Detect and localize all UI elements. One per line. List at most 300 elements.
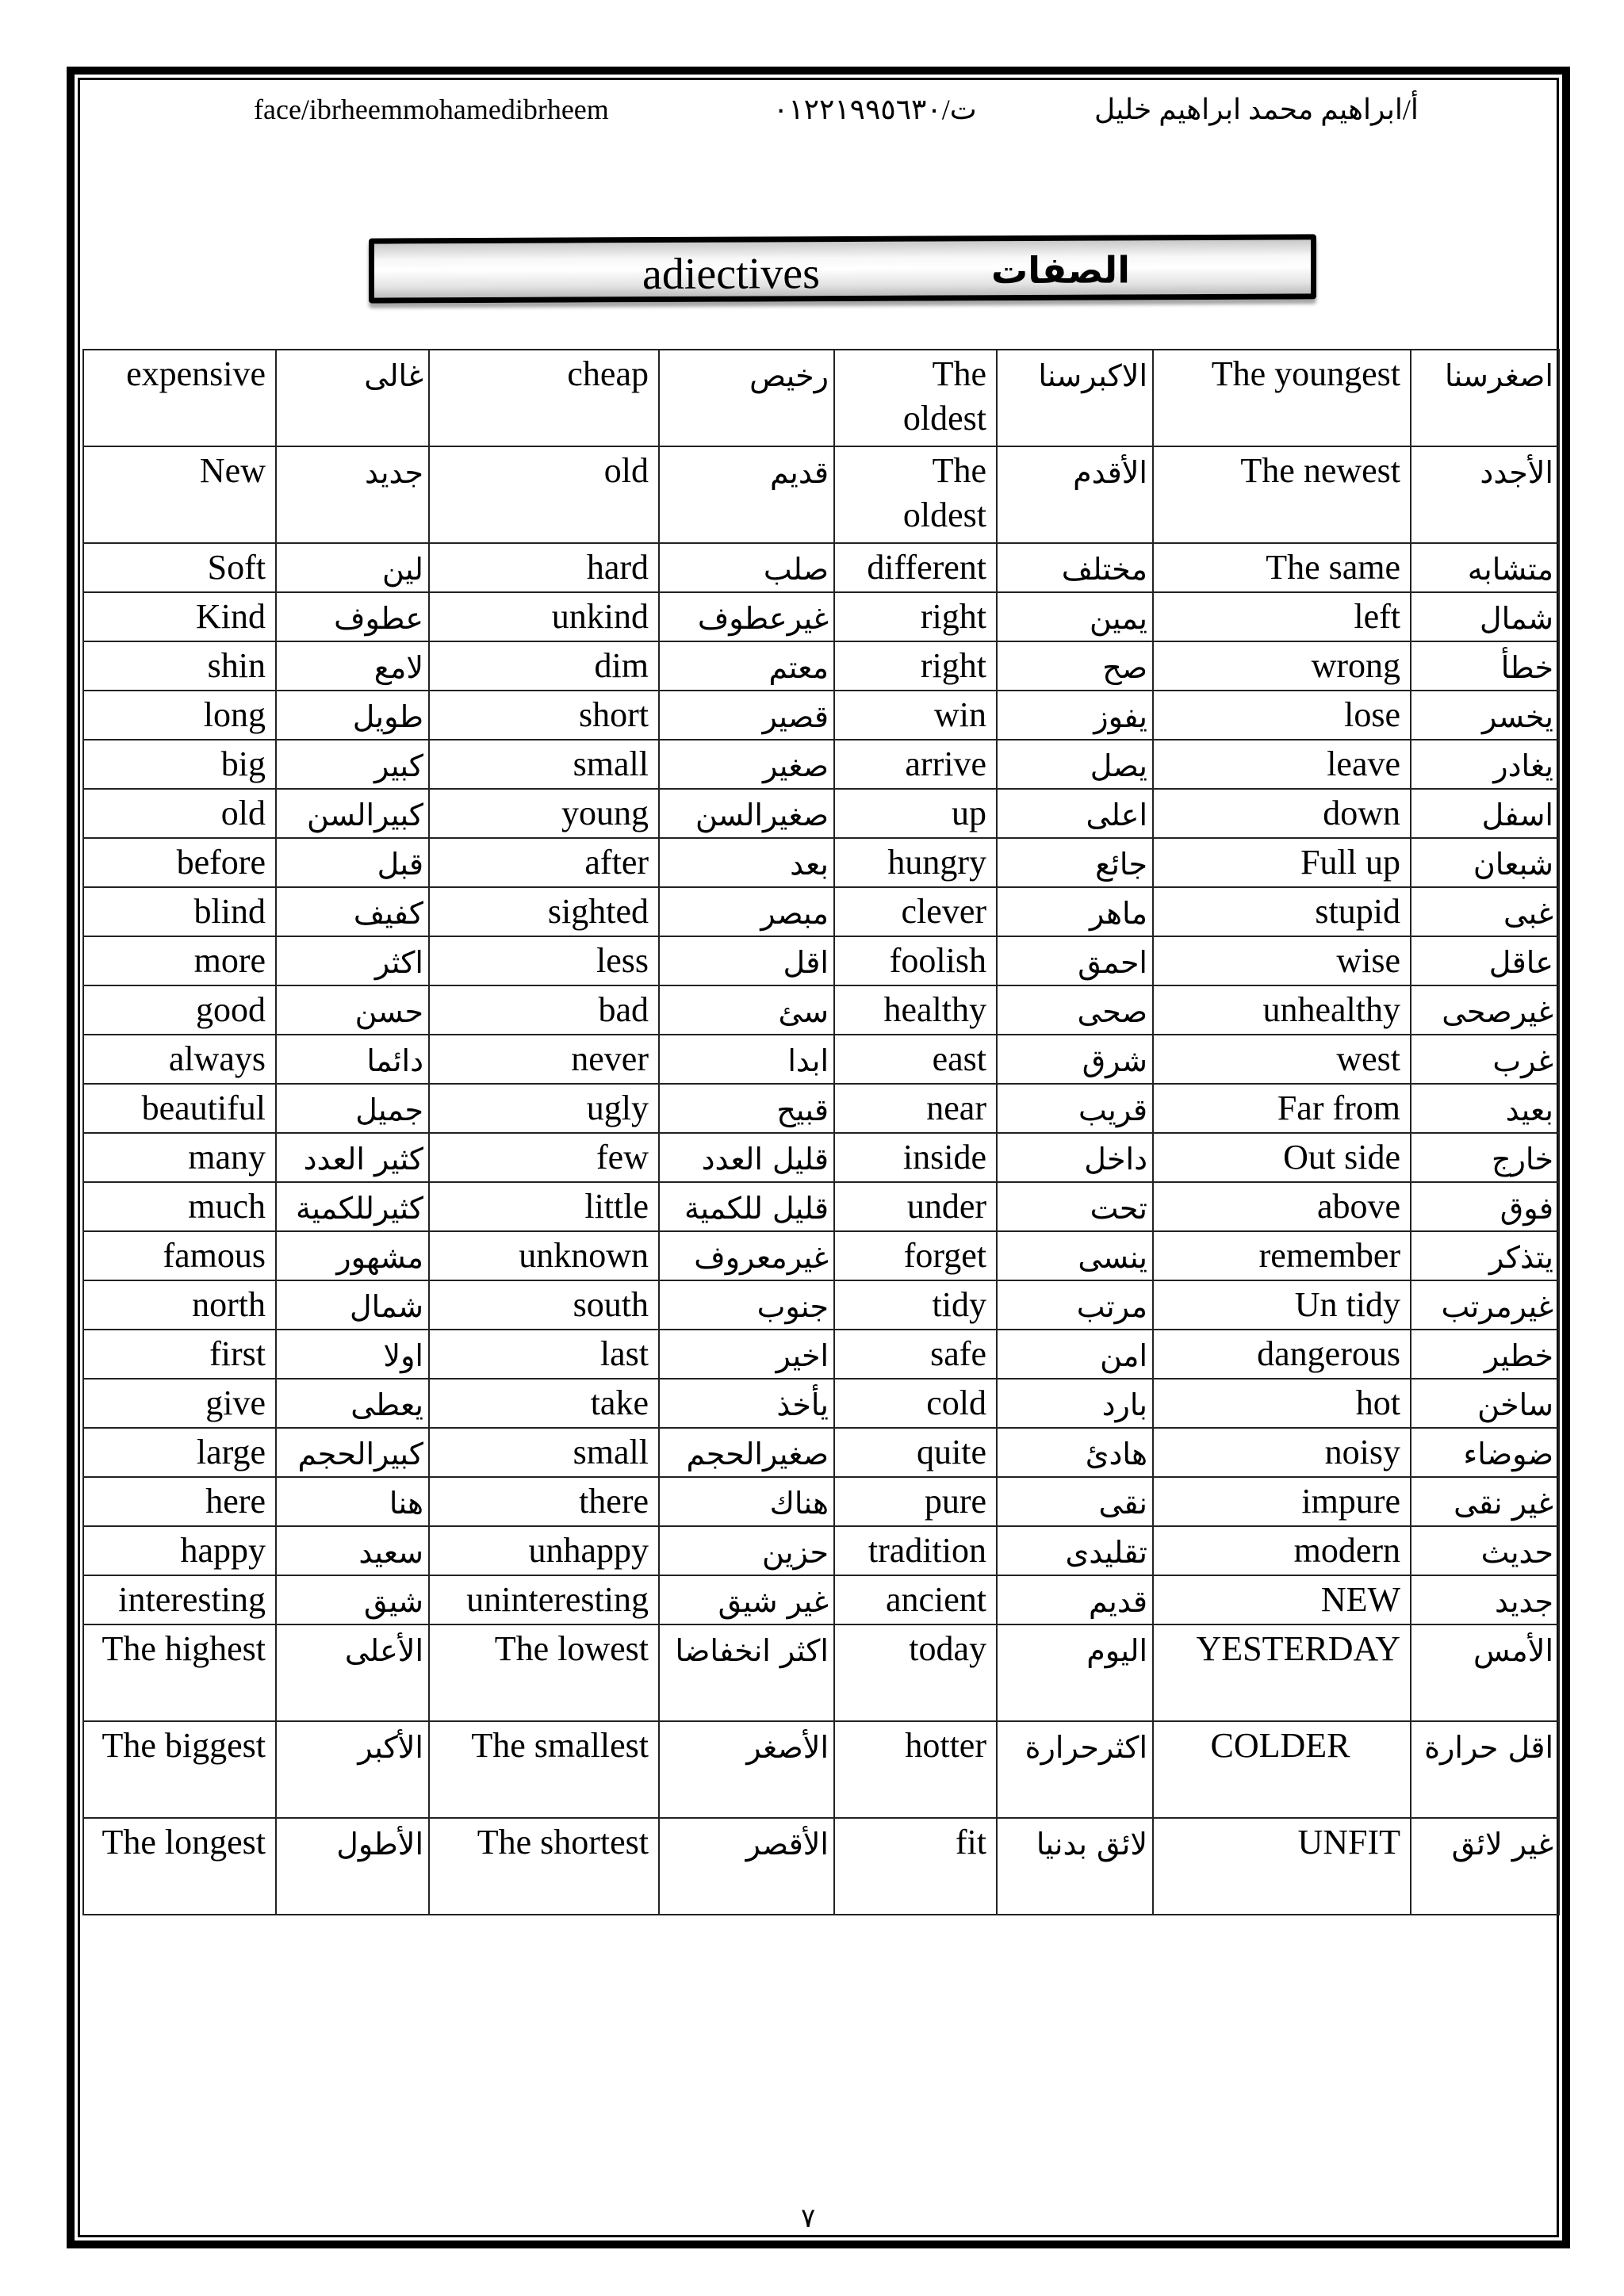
english-word: famous <box>163 1236 266 1275</box>
arabic-word: صغيرالحجم <box>686 1437 829 1471</box>
english-word: never <box>571 1039 649 1078</box>
arabic-word-cell <box>276 1182 429 1231</box>
arabic-word: متشابه <box>1467 552 1553 587</box>
english-word: The biggest <box>102 1726 266 1765</box>
english-word: here <box>205 1482 266 1521</box>
arabic-word: يغادر <box>1493 748 1553 783</box>
english-word-cell <box>429 543 659 592</box>
english-word-cell <box>429 740 659 789</box>
english-word-cell <box>429 1330 659 1379</box>
table-row <box>83 1330 1559 1379</box>
english-word-cell <box>83 1182 276 1231</box>
english-word: unknown <box>519 1236 649 1275</box>
english-word: always <box>168 1039 266 1078</box>
english-word: after <box>584 843 649 882</box>
english-word-cell <box>1153 641 1411 691</box>
english-word-cell <box>83 838 276 887</box>
english-word: The oldest <box>902 451 986 534</box>
arabic-word-cell <box>659 1575 834 1624</box>
english-word: The smallest <box>471 1726 649 1765</box>
arabic-word-cell <box>659 1280 834 1330</box>
arabic-word: غير نقى <box>1454 1486 1553 1521</box>
english-word-cell <box>83 641 276 691</box>
arabic-word: يصل <box>1090 748 1147 783</box>
english-word-cell <box>1153 740 1411 789</box>
english-word: north <box>192 1285 266 1324</box>
arabic-word-cell <box>1411 1379 1559 1428</box>
english-word: cheap <box>567 354 649 393</box>
english-word-cell <box>429 691 659 740</box>
table-row <box>83 1624 1559 1721</box>
english-word-cell <box>1153 543 1411 592</box>
english-word: shin <box>207 646 266 685</box>
english-word: bad <box>598 990 649 1029</box>
english-word-cell <box>834 1575 997 1624</box>
arabic-word-cell <box>997 1182 1153 1231</box>
english-word-cell <box>1153 1428 1411 1477</box>
english-word-cell <box>429 838 659 887</box>
table-row <box>83 1231 1559 1280</box>
arabic-word-cell <box>276 691 429 740</box>
arabic-word-cell <box>1411 1428 1559 1477</box>
english-word-cell <box>1153 838 1411 887</box>
adjectives-table <box>82 349 1560 1915</box>
arabic-word-cell <box>276 1035 429 1084</box>
english-word: The lowest <box>494 1629 649 1668</box>
table-row <box>83 543 1559 592</box>
english-word: old <box>603 451 649 490</box>
arabic-word-cell <box>1411 641 1559 691</box>
arabic-word: قبيح <box>776 1093 829 1127</box>
arabic-word: الأعلى <box>344 1633 423 1668</box>
english-word-cell <box>834 1330 997 1379</box>
arabic-word: بعد <box>790 847 829 882</box>
english-word: above <box>1316 1187 1400 1226</box>
english-word: wrong <box>1311 646 1400 685</box>
english-word: more <box>193 941 266 980</box>
english-word-cell <box>429 1231 659 1280</box>
english-word: long <box>203 695 266 734</box>
english-word-cell <box>83 1133 276 1182</box>
arabic-word: خارج <box>1492 1142 1553 1177</box>
english-word: UNFIT <box>1297 1823 1400 1862</box>
english-word: up <box>952 794 986 832</box>
english-word: Kind <box>196 597 266 636</box>
english-word-cell <box>429 789 659 838</box>
arabic-word-cell <box>659 1035 834 1084</box>
arabic-word: اولا <box>383 1338 423 1373</box>
english-word: tidy <box>932 1285 986 1324</box>
english-word: pure <box>924 1482 986 1521</box>
arabic-word-cell <box>997 1575 1153 1624</box>
table-row <box>83 1526 1559 1575</box>
english-word-cell <box>429 1379 659 1428</box>
english-word-cell <box>83 985 276 1035</box>
english-word-cell <box>429 1526 659 1575</box>
english-word-cell <box>83 789 276 838</box>
arabic-word-cell <box>997 838 1153 887</box>
english-word: unkind <box>551 597 649 636</box>
arabic-word-cell <box>276 936 429 985</box>
arabic-word: يخسر <box>1482 699 1553 734</box>
header-teacher-name: أ/ابراهيم محمد ابراهيم خليل <box>1094 94 1419 125</box>
english-word-cell <box>834 985 997 1035</box>
english-word-cell <box>83 350 276 446</box>
english-word: happy <box>180 1531 266 1570</box>
table-row <box>83 446 1559 543</box>
english-word: west <box>1336 1039 1400 1078</box>
arabic-word: الأقدم <box>1073 455 1147 490</box>
english-word: NEW <box>1320 1580 1400 1619</box>
header-facebook: face/ibrheemmohamedibrheem <box>254 94 609 125</box>
arabic-word: داخل <box>1084 1142 1147 1177</box>
arabic-word: هادئ <box>1085 1437 1147 1471</box>
english-word: remember <box>1258 1236 1400 1275</box>
english-word-cell <box>1153 1379 1411 1428</box>
english-word-cell <box>83 1818 276 1915</box>
arabic-word: مختلف <box>1061 552 1147 587</box>
arabic-word: صح <box>1102 650 1147 685</box>
english-word-cell <box>83 1575 276 1624</box>
english-word: healthy <box>883 990 986 1029</box>
english-word: unhappy <box>528 1531 649 1570</box>
arabic-word-cell <box>276 1379 429 1428</box>
arabic-word-cell <box>997 691 1153 740</box>
arabic-word: خطير <box>1484 1338 1553 1373</box>
arabic-word-cell <box>1411 1231 1559 1280</box>
arabic-word: ساخن <box>1477 1387 1553 1422</box>
english-word: before <box>176 843 266 882</box>
english-word: left <box>1354 597 1400 636</box>
arabic-word: ينسى <box>1078 1240 1147 1275</box>
arabic-word-cell <box>276 838 429 887</box>
english-word: The oldest <box>902 354 986 438</box>
english-word-cell <box>83 1330 276 1379</box>
arabic-word-cell <box>997 1818 1153 1915</box>
arabic-word-cell <box>659 1818 834 1915</box>
arabic-word-cell <box>1411 691 1559 740</box>
english-word-cell <box>83 1721 276 1818</box>
arabic-word: غيرعطوف <box>697 601 829 636</box>
english-word: The same <box>1266 548 1400 587</box>
arabic-word: جديد <box>1495 1584 1553 1619</box>
english-word-cell <box>83 691 276 740</box>
english-word: unhealthy <box>1262 990 1400 1029</box>
english-word-cell <box>1153 936 1411 985</box>
english-word: many <box>188 1138 266 1177</box>
english-word-cell <box>834 936 997 985</box>
arabic-word: حديث <box>1480 1535 1553 1570</box>
arabic-word: لين <box>382 552 423 587</box>
arabic-word: نقى <box>1098 1486 1147 1521</box>
english-word: good <box>196 990 266 1029</box>
header-phone: ت/٠١٢٢١٩٩٥٦٣٠ <box>773 94 977 125</box>
arabic-word: امن <box>1100 1338 1147 1373</box>
english-word: today <box>909 1629 986 1668</box>
english-word-cell <box>834 592 997 641</box>
english-word-cell <box>1153 1330 1411 1379</box>
arabic-word: غير لائق <box>1451 1827 1553 1862</box>
english-word-cell <box>83 936 276 985</box>
english-word-cell <box>1153 1818 1411 1915</box>
arabic-word-cell <box>659 592 834 641</box>
english-word: Out side <box>1283 1138 1400 1177</box>
english-word-cell <box>83 1624 276 1721</box>
arabic-word: دائما <box>366 1043 423 1078</box>
english-word-cell <box>1153 1231 1411 1280</box>
english-word-cell <box>1153 446 1411 543</box>
english-word: right <box>920 646 986 685</box>
arabic-word: اصغرسنا <box>1444 358 1553 393</box>
arabic-word: اكثر انخفاضا <box>675 1633 829 1668</box>
english-word-cell <box>1153 1084 1411 1133</box>
english-word: under <box>906 1187 986 1226</box>
arabic-word-cell <box>1411 446 1559 543</box>
english-word-cell <box>1153 1721 1411 1818</box>
arabic-word: يأخذ <box>776 1387 829 1422</box>
arabic-word: كبير <box>374 748 423 783</box>
english-word: The newest <box>1240 451 1400 490</box>
title-english: adiectives <box>642 249 820 300</box>
english-word: foolish <box>889 941 986 980</box>
arabic-word: غرب <box>1492 1043 1553 1078</box>
english-word-cell <box>83 1035 276 1084</box>
arabic-word-cell <box>276 1280 429 1330</box>
arabic-word-cell <box>1411 1330 1559 1379</box>
arabic-word: صحى <box>1077 994 1147 1029</box>
english-word-cell <box>834 1035 997 1084</box>
arabic-word-cell <box>1411 838 1559 887</box>
arabic-word: كثير العدد <box>303 1142 423 1177</box>
arabic-word-cell <box>1411 887 1559 936</box>
english-word: fit <box>955 1823 986 1862</box>
arabic-word: هنا <box>389 1486 423 1521</box>
table-row <box>83 740 1559 789</box>
table-row <box>83 691 1559 740</box>
arabic-word: سعيد <box>358 1535 423 1570</box>
english-word-cell <box>429 1575 659 1624</box>
english-word: COLDER <box>1210 1726 1350 1765</box>
table-row <box>83 1182 1559 1231</box>
arabic-word: جنوب <box>756 1289 829 1324</box>
table-row <box>83 1575 1559 1624</box>
english-word-cell <box>1153 1280 1411 1330</box>
english-word-cell <box>83 592 276 641</box>
arabic-word-cell <box>659 1330 834 1379</box>
english-word-cell <box>1153 789 1411 838</box>
english-word: right <box>920 597 986 636</box>
table-row <box>83 1477 1559 1526</box>
english-word-cell <box>429 1133 659 1182</box>
english-word-cell <box>834 1428 997 1477</box>
arabic-word-cell <box>997 985 1153 1035</box>
arabic-word-cell <box>659 936 834 985</box>
english-word: hard <box>586 548 649 587</box>
arabic-word: يفوز <box>1094 699 1147 734</box>
english-word-cell <box>429 446 659 543</box>
arabic-word: جميل <box>355 1093 423 1127</box>
page-number: ٧ <box>801 2202 816 2234</box>
arabic-word-cell <box>1411 350 1559 446</box>
english-word: Full up <box>1300 843 1400 882</box>
english-word: cold <box>926 1383 986 1422</box>
arabic-word-cell <box>997 350 1153 446</box>
english-word: YESTERDAY <box>1196 1629 1400 1668</box>
english-word: little <box>584 1187 649 1226</box>
table-row <box>83 641 1559 691</box>
english-word: arrive <box>905 744 986 783</box>
table-row <box>83 1084 1559 1133</box>
arabic-word: عطوف <box>334 601 423 636</box>
english-word: The highest <box>102 1629 266 1668</box>
arabic-word: غيرمرتب <box>1441 1289 1553 1324</box>
english-word-cell <box>429 1084 659 1133</box>
arabic-word: حزين <box>762 1535 829 1570</box>
arabic-word-cell <box>997 1624 1153 1721</box>
english-word: wise <box>1336 941 1400 980</box>
english-word: lose <box>1344 695 1400 734</box>
english-word-cell <box>834 691 997 740</box>
arabic-word: شبعان <box>1473 847 1553 882</box>
table-row <box>83 936 1559 985</box>
arabic-word-cell <box>1411 985 1559 1035</box>
table-row <box>83 350 1559 446</box>
english-word-cell <box>834 1721 997 1818</box>
arabic-word: معتم <box>768 650 829 685</box>
english-word-cell <box>834 641 997 691</box>
arabic-word-cell <box>276 592 429 641</box>
arabic-word-cell <box>997 1330 1153 1379</box>
arabic-word-cell <box>659 838 834 887</box>
arabic-word-cell <box>997 446 1153 543</box>
english-word: much <box>188 1187 266 1226</box>
arabic-word-cell <box>276 641 429 691</box>
arabic-word-cell <box>659 350 834 446</box>
arabic-word-cell <box>997 543 1153 592</box>
arabic-word: طويل <box>352 699 423 734</box>
arabic-word: جديد <box>365 455 423 490</box>
arabic-word: احمق <box>1078 945 1147 980</box>
arabic-word: قديم <box>1089 1584 1147 1619</box>
arabic-word: اقل حرارة <box>1424 1730 1553 1765</box>
english-word-cell <box>83 740 276 789</box>
arabic-word-cell <box>1411 1084 1559 1133</box>
arabic-word-cell <box>276 446 429 543</box>
arabic-word-cell <box>1411 1133 1559 1182</box>
english-word: New <box>199 451 266 490</box>
arabic-word-cell <box>997 1280 1153 1330</box>
english-word: last <box>599 1334 649 1373</box>
arabic-word-cell <box>276 1477 429 1526</box>
arabic-word-cell <box>659 1084 834 1133</box>
arabic-word-cell <box>659 543 834 592</box>
arabic-word-cell <box>276 1330 429 1379</box>
english-word: The youngest <box>1211 354 1400 393</box>
english-word: interesting <box>118 1580 266 1619</box>
english-word: short <box>579 695 649 734</box>
english-word: dangerous <box>1257 1334 1400 1373</box>
english-word: sighted <box>547 892 649 931</box>
english-word-cell <box>834 1477 997 1526</box>
arabic-word-cell <box>276 1084 429 1133</box>
arabic-word-cell <box>1411 1182 1559 1231</box>
arabic-word-cell <box>1411 936 1559 985</box>
english-word-cell <box>834 740 997 789</box>
english-word-cell <box>834 446 997 543</box>
arabic-word: خطأ <box>1500 650 1553 685</box>
arabic-word: الأجدد <box>1480 455 1553 490</box>
arabic-word: قليل للكمية <box>684 1191 829 1226</box>
english-word-cell <box>1153 691 1411 740</box>
english-word: take <box>590 1383 649 1422</box>
arabic-word-cell <box>659 1379 834 1428</box>
english-word-cell <box>834 1280 997 1330</box>
english-word-cell <box>83 543 276 592</box>
arabic-word: صغير <box>762 748 829 783</box>
english-word: stupid <box>1315 892 1400 931</box>
arabic-word-cell <box>276 1133 429 1182</box>
arabic-word: يعطى <box>350 1387 423 1422</box>
english-word: Un tidy <box>1294 1285 1400 1324</box>
english-word-cell <box>1153 887 1411 936</box>
english-word-cell <box>1153 1477 1411 1526</box>
english-word: blind <box>193 892 266 931</box>
english-word-cell <box>83 1428 276 1477</box>
english-word-cell <box>834 1624 997 1721</box>
table-row <box>83 1280 1559 1330</box>
english-word-cell <box>83 1280 276 1330</box>
arabic-word-cell <box>997 1379 1153 1428</box>
english-word-cell <box>1153 350 1411 446</box>
table-row <box>83 838 1559 887</box>
arabic-word: شيق <box>364 1584 423 1619</box>
english-word-cell <box>83 1084 276 1133</box>
english-word-cell <box>429 1035 659 1084</box>
arabic-word-cell <box>659 446 834 543</box>
english-word: large <box>196 1433 266 1471</box>
arabic-word-cell <box>659 1133 834 1182</box>
table-row <box>83 1379 1559 1428</box>
arabic-word-cell <box>997 740 1153 789</box>
english-word: forget <box>903 1236 986 1275</box>
english-word-cell <box>1153 1526 1411 1575</box>
english-word-cell <box>83 1379 276 1428</box>
arabic-word-cell <box>997 789 1153 838</box>
english-word-cell <box>83 887 276 936</box>
arabic-word: كبيرالسن <box>307 798 423 832</box>
arabic-word: الاكبرسنا <box>1038 358 1147 393</box>
arabic-word: ماهر <box>1090 896 1147 931</box>
english-word-cell <box>834 543 997 592</box>
english-word-cell <box>1153 1575 1411 1624</box>
english-word: small <box>573 744 649 783</box>
arabic-word-cell <box>276 350 429 446</box>
arabic-word: جائع <box>1095 847 1147 882</box>
english-word-cell <box>834 1818 997 1915</box>
english-word-cell <box>834 1182 997 1231</box>
english-word: inside <box>902 1138 986 1177</box>
table-row <box>83 887 1559 936</box>
english-word: noisy <box>1324 1433 1400 1471</box>
arabic-word: ابدا <box>787 1043 829 1078</box>
english-word-cell <box>834 1084 997 1133</box>
arabic-word: هناك <box>769 1486 829 1521</box>
english-word: give <box>205 1383 266 1422</box>
arabic-word: مبصر <box>760 896 829 931</box>
english-word-cell <box>429 936 659 985</box>
arabic-word-cell <box>276 1818 429 1915</box>
arabic-word-cell <box>997 1477 1153 1526</box>
